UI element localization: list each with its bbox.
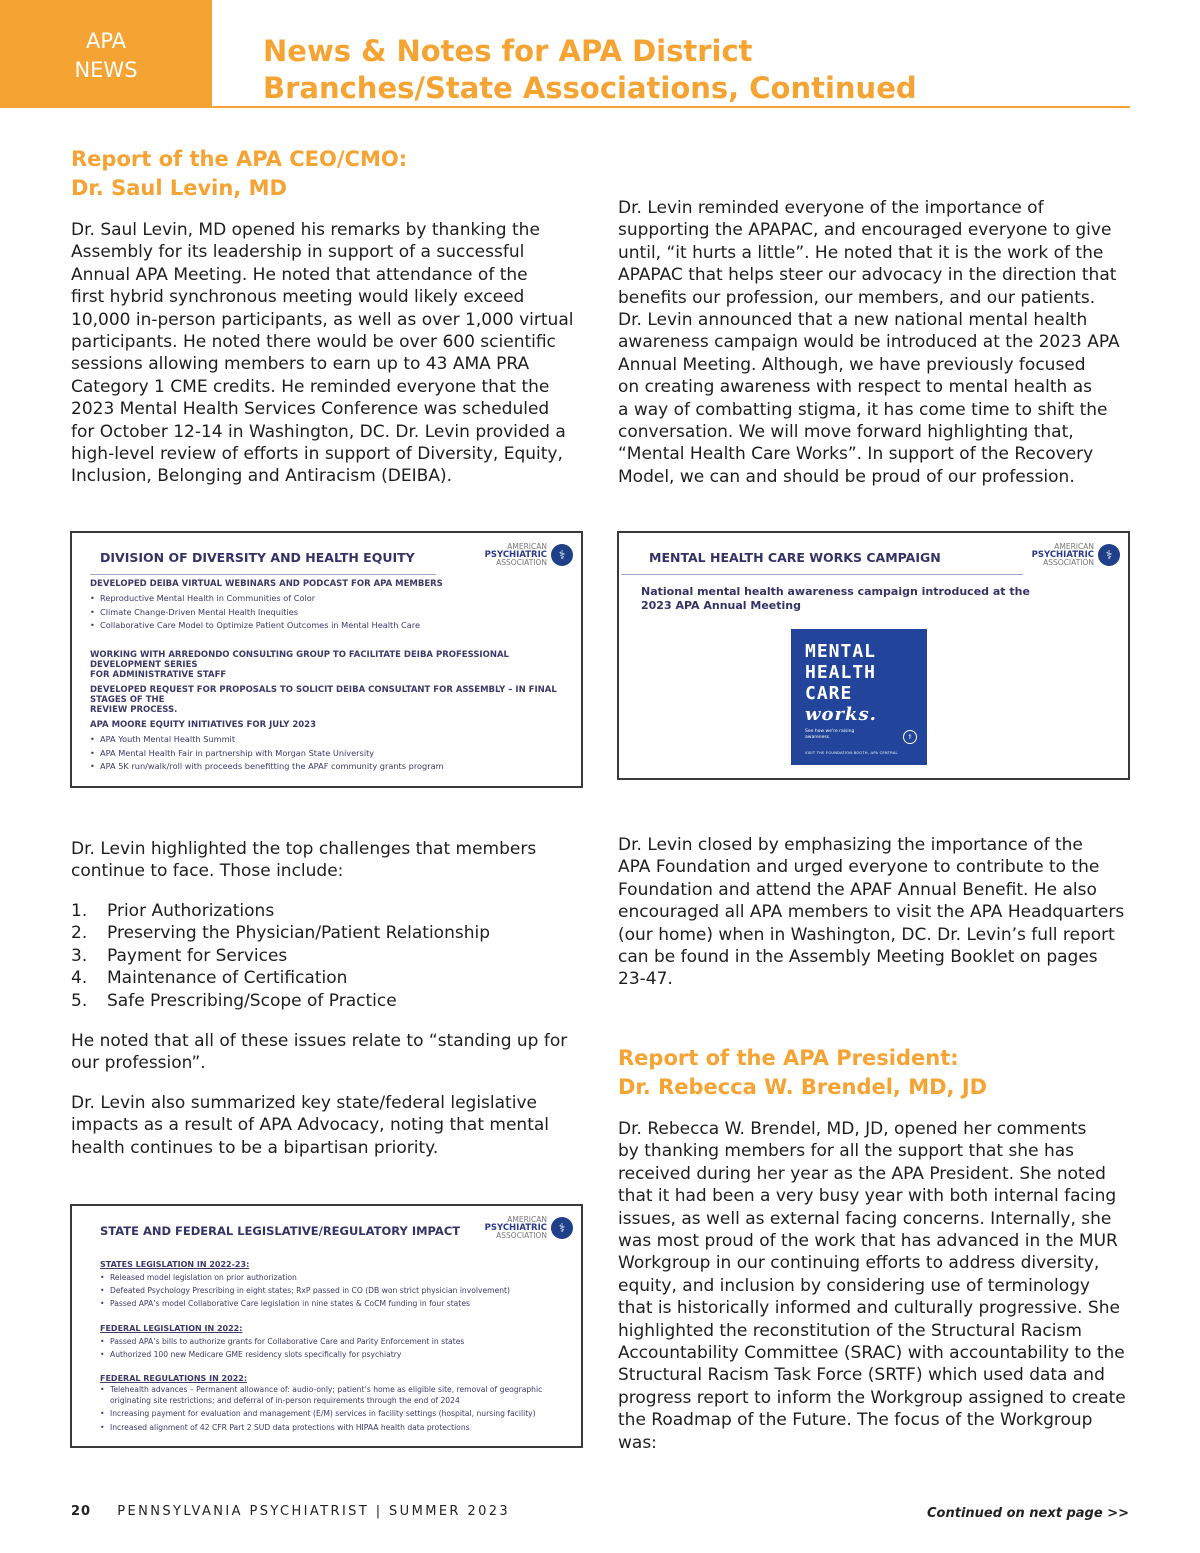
apa-seal-icon: ⚕ [551,1217,573,1239]
apa-logo: AMERICAN PSYCHIATRIC ASSOCIATION ⚕ [1032,543,1120,567]
list-item: • Passed APA’s bills to authorize grants for Collaborative Care and Parity Enforcement in states [100,1335,464,1348]
publication-name: PENNSYLVANIA PSYCHIATRIST | SUMMER 2023 [117,1504,511,1519]
list-item: • Reproductive Mental Health in Communities of Color [90,592,420,606]
page-footer [71,1504,510,1519]
section-tag: APA NEWS [0,0,212,108]
slide-section: FEDERAL LEGISLATION IN 2022: [100,1324,243,1333]
slide-title: STATE AND FEDERAL LEGISLATIVE/REGULATORY IMPACT [100,1224,461,1238]
ceo-paragraph-1: Dr. Saul Levin, MD opened his remarks by thanking the Assembly for its leadership in support of a successful Annual APA Meeting. He noted that attendance of the first hybrid synchronous meeting would likely exceed 10,000 in-person participants, as well as over 1,000 virtual participants. He noted there would be over 600 scientific sessions allowing members to earn up to 43 AMA PRA Category 1 CME credits. He reminded everyone that the 2023 Mental Health Services Conference was scheduled for October 12-14 in Washington, DC. Dr. Levin provided a high-level review of efforts in support of Diversity, Equity, Inclusion, Belonging and Antiracism (DEIBA). [71,220,574,487]
list-item: • APA 5K run/walk/roll with proceeds benefitting the APAF community grants program [90,760,444,774]
apa-seal-icon: ⚕ [903,730,917,744]
list-item: originating site restrictions; and deferral of in-person requirements through the end of 2024 [110,1395,460,1405]
list-item: 4. Maintenance of Certification [71,968,348,989]
header-rule [212,106,1130,108]
slide-section: FEDERAL REGULATIONS IN 2022: [100,1374,248,1383]
list-item: • APA Youth Mental Health Summit [90,733,444,747]
slide-list [100,1271,510,1310]
list-item: • Increased alignment of 42 CFR Part 2 SUD data protections with HIPAA health data protections [100,1423,542,1434]
list-item: • Passed APA’s model Collaborative Care legislation in nine states & CoCM funding in four states [100,1297,510,1310]
president-heading: Report of the APA President: Dr. Rebecca W. Brendel, MD, JD [618,1046,988,1099]
slide-list [100,1385,542,1433]
ceo-paragraph-5: Dr. Levin also summarized key state/federal legislative impacts as a result of APA Advocacy, noting that mental health continues to be a bipartisan priority. [71,1093,550,1158]
slide-divider [90,574,436,575]
slide-diversity-health-equity [70,531,583,788]
slide-title: DIVISION OF DIVERSITY AND HEALTH EQUITY [100,550,415,565]
list-item: • Defeated Psychology Prescribing in eight states; RxP passed in CO (DB won strict physician involvement) [100,1284,510,1297]
slide-section: DEVELOPED REQUEST FOR PROPOSALS TO SOLICIT DEIBA CONSULTANT FOR ASSEMBLY – IN FINAL STAGES OF THE REVIEW PROCESS. [90,685,557,715]
campaign-poster: MENTAL HEALTH CARE works. See how we're raising awareness. ⚕ VISIT THE FOUNDATION BOOTH, APA CENTRAL [791,629,927,765]
list-item: 1. Prior Authorizations [71,901,275,921]
list-item: • Released model legislation on prior authorization [100,1271,510,1284]
list-item: • APA Mental Health Fair in partnership with Morgan State University [90,747,444,761]
ceo-paragraph-2: Dr. Levin reminded everyone of the importance of supporting the APAPAC, and encouraged everyone to give until, “it hurts a little”. He noted that it is the work of the APAPAC that helps steer our advocacy in the direction that benefits our profession, our members, and our patients. Dr. Levin announced that a new national mental health awareness campaign would be introduced at the 2023 APA Annual Meeting. Although, we have previously focused on creating awareness with respect to mental health as a way of combatting stigma, it has come time to shift the conversation. We will move forward highlighting that, “Mental Health Care Works”. In support of the Recovery Model, we can and should be proud of our profession. [618,198,1120,487]
slide-list [90,592,420,633]
apa-logo: AMERICAN PSYCHIATRIC ASSOCIATION ⚕ [485,543,573,567]
list-item: 2. Preserving the Physician/Patient Relationship [71,923,490,944]
page-title: News & Notes for APA District Branches/State Associations, Continued [263,34,917,105]
president-paragraph: Dr. Rebecca W. Brendel, MD, JD, opened her comments by thanking members for all the support that she has received during her year as the APA President. She noted that it had been a very busy year with both internal facing issues, as well as external facing concerns. Internally, she was most proud of the work that has advanced in the MUR Workgroup in our continuing efforts to address diversity, equity, and inclusion by considering use of terminology that is historically informed and culturally progressive. She highlighted the reconstitution of the Structural Racism Accountability Committee (SRAC) with accountability to the Structural Racism Task Force (SRTF) which used data and progress report to inform the Workgroup assigned to create the Roadmap of the Future. The focus of the Workgroup was: [618,1119,1126,1453]
slide-list [100,1335,464,1361]
slide-title: MENTAL HEALTH CARE WORKS CAMPAIGN [649,550,941,565]
slide-subtitle: National mental health awareness campaign introduced at the 2023 APA Annual Meeting [641,585,1030,612]
continued-link[interactable]: Continued on next page >> [927,1506,1129,1521]
list-item: • Authorized 100 new Medicare GME residency slots specifically for psychiatry [100,1348,464,1361]
list-item: 3. Payment for Services [71,945,288,966]
slide-list [90,733,444,774]
slide-section: APA MOORE EQUITY INITIATIVES FOR JULY 2023 [90,720,317,730]
ceo-paragraph-6: Dr. Levin closed by emphasizing the importance of the APA Foundation and urged everyone to contribute to the Foundation and attend the APAF Annual Benefit. He also encouraged all APA members to visit the APA Headquarters (our home) when in Washington, DC. Dr. Levin’s full report can be found in the Assembly Meeting Booklet on pages 23-47. [618,835,1125,990]
page-number: 20 [71,1504,92,1519]
slide-section: STATES LEGISLATION IN 2022-23: [100,1260,250,1269]
ceo-paragraph-3: Dr. Levin highlighted the top challenges that members continue to face. Those include: [71,839,537,882]
list-item: 5. Safe Prescribing/Scope of Practice [71,990,397,1011]
slide-section: WORKING WITH ARREDONDO CONSULTING GROUP TO FACILITATE DEIBA PROFESSIONAL DEVELOPMENT SERIES FOR ADMINISTRATIVE STAFF [90,650,509,680]
slide-mental-health-care-works [617,531,1130,780]
apa-seal-icon: ⚕ [1098,544,1120,566]
slide-section: DEVELOPED DEIBA VIRTUAL WEBINARS AND PODCAST FOR APA MEMBERS [90,579,443,589]
list-item: • Collaborative Care Model to Optimize Patient Outcomes in Mental Health Care [90,619,420,633]
list-item: • Telehealth advances – Permanent allowance of: audio-only; patient’s home as eligible site, removal of geographic [100,1385,542,1396]
ceo-heading: Report of the APA CEO/CMO: Dr. Saul Levin, MD [71,147,408,200]
apa-logo: AMERICAN PSYCHIATRIC ASSOCIATION ⚕ [485,1216,573,1240]
ceo-paragraph-4: He noted that all of these issues relate to “standing up for our profession”. [71,1031,568,1074]
challenges-list [71,900,490,1012]
list-item: • Climate Change-Driven Mental Health Inequities [90,606,420,620]
apa-seal-icon: ⚕ [551,544,573,566]
slide-divider [621,574,1023,575]
list-item: • Increasing payment for evaluation and management (E/M) services in facility settings (hospital, nursing facility) [100,1409,542,1420]
slide-legislative-impact [70,1204,583,1448]
